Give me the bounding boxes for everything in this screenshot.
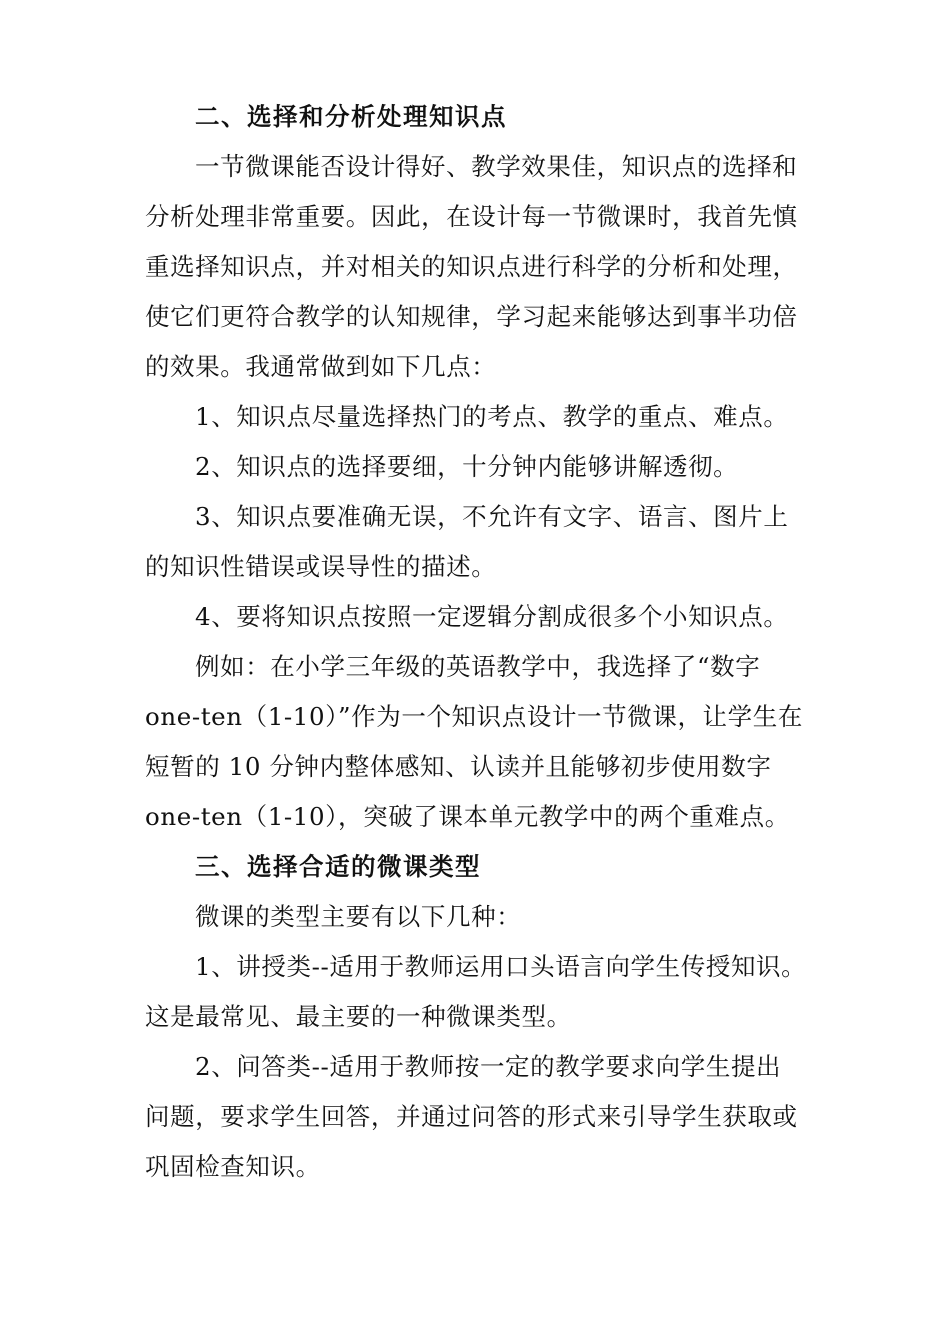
text-line: 1、知识点尽量选择热门的考点、教学的重点、难点。: [195, 402, 789, 431]
text-line: 的知识性错误或误导性的描述。: [145, 552, 497, 581]
text-line: 1、讲授类--适用于教师运用口头语言向学生传授知识。: [195, 952, 807, 981]
list-item: [145, 492, 810, 592]
text-line: 重选择知识点，并对相关的知识点进行科学的分析和处理，: [145, 252, 798, 281]
text-line: 3、知识点要准确无误，不允许有文字、语言、图片上: [195, 502, 789, 531]
section-heading: 三、选择合适的微课类型: [195, 852, 481, 881]
text-line: one-ten（1-10）”作为一个知识点设计一节微课，让学生在: [145, 702, 803, 731]
text-line: 使它们更符合教学的认知规律，学习起来能够达到事半功倍: [145, 302, 798, 331]
paragraph: [145, 142, 810, 392]
text-line: one-ten（1-10），突破了课本单元教学中的两个重难点。: [145, 802, 790, 831]
text-line: 2、问答类--适用于教师按一定的教学要求向学生提出: [195, 1052, 782, 1081]
text-line: 4、要将知识点按照一定逻辑分割成很多个小知识点。: [195, 602, 789, 631]
document-body: [145, 92, 810, 1192]
text-line: 分析处理非常重要。因此，在设计每一节微课时，我首先慎: [145, 202, 798, 231]
list-item: [145, 592, 810, 642]
text-line: 的效果。我通常做到如下几点：: [145, 352, 497, 381]
paragraph: [145, 892, 810, 942]
text-line: 微课的类型主要有以下几种：: [195, 902, 522, 931]
text-line: 例如：在小学三年级的英语教学中，我选择了“数字: [195, 652, 761, 681]
text-line: 一节微课能否设计得好、教学效果佳，知识点的选择和: [195, 152, 798, 181]
text-line: 短暂的 10 分钟内整体感知、认读并且能够初步使用数字: [145, 752, 772, 781]
section-heading: 二、选择和分析处理知识点: [195, 102, 507, 131]
text-line: 这是最常见、最主要的一种微课类型。: [145, 1002, 572, 1031]
text-line: 问题，要求学生回答，并通过问答的形式来引导学生获取或: [145, 1102, 798, 1131]
list-item: [145, 392, 810, 442]
list-item: [145, 1042, 810, 1192]
text-line: 巩固检查知识。: [145, 1152, 321, 1181]
list-item: [145, 942, 810, 1042]
paragraph: [145, 642, 810, 842]
list-item: [145, 442, 810, 492]
text-line: 2、知识点的选择要细，十分钟内能够讲解透彻。: [195, 452, 739, 481]
